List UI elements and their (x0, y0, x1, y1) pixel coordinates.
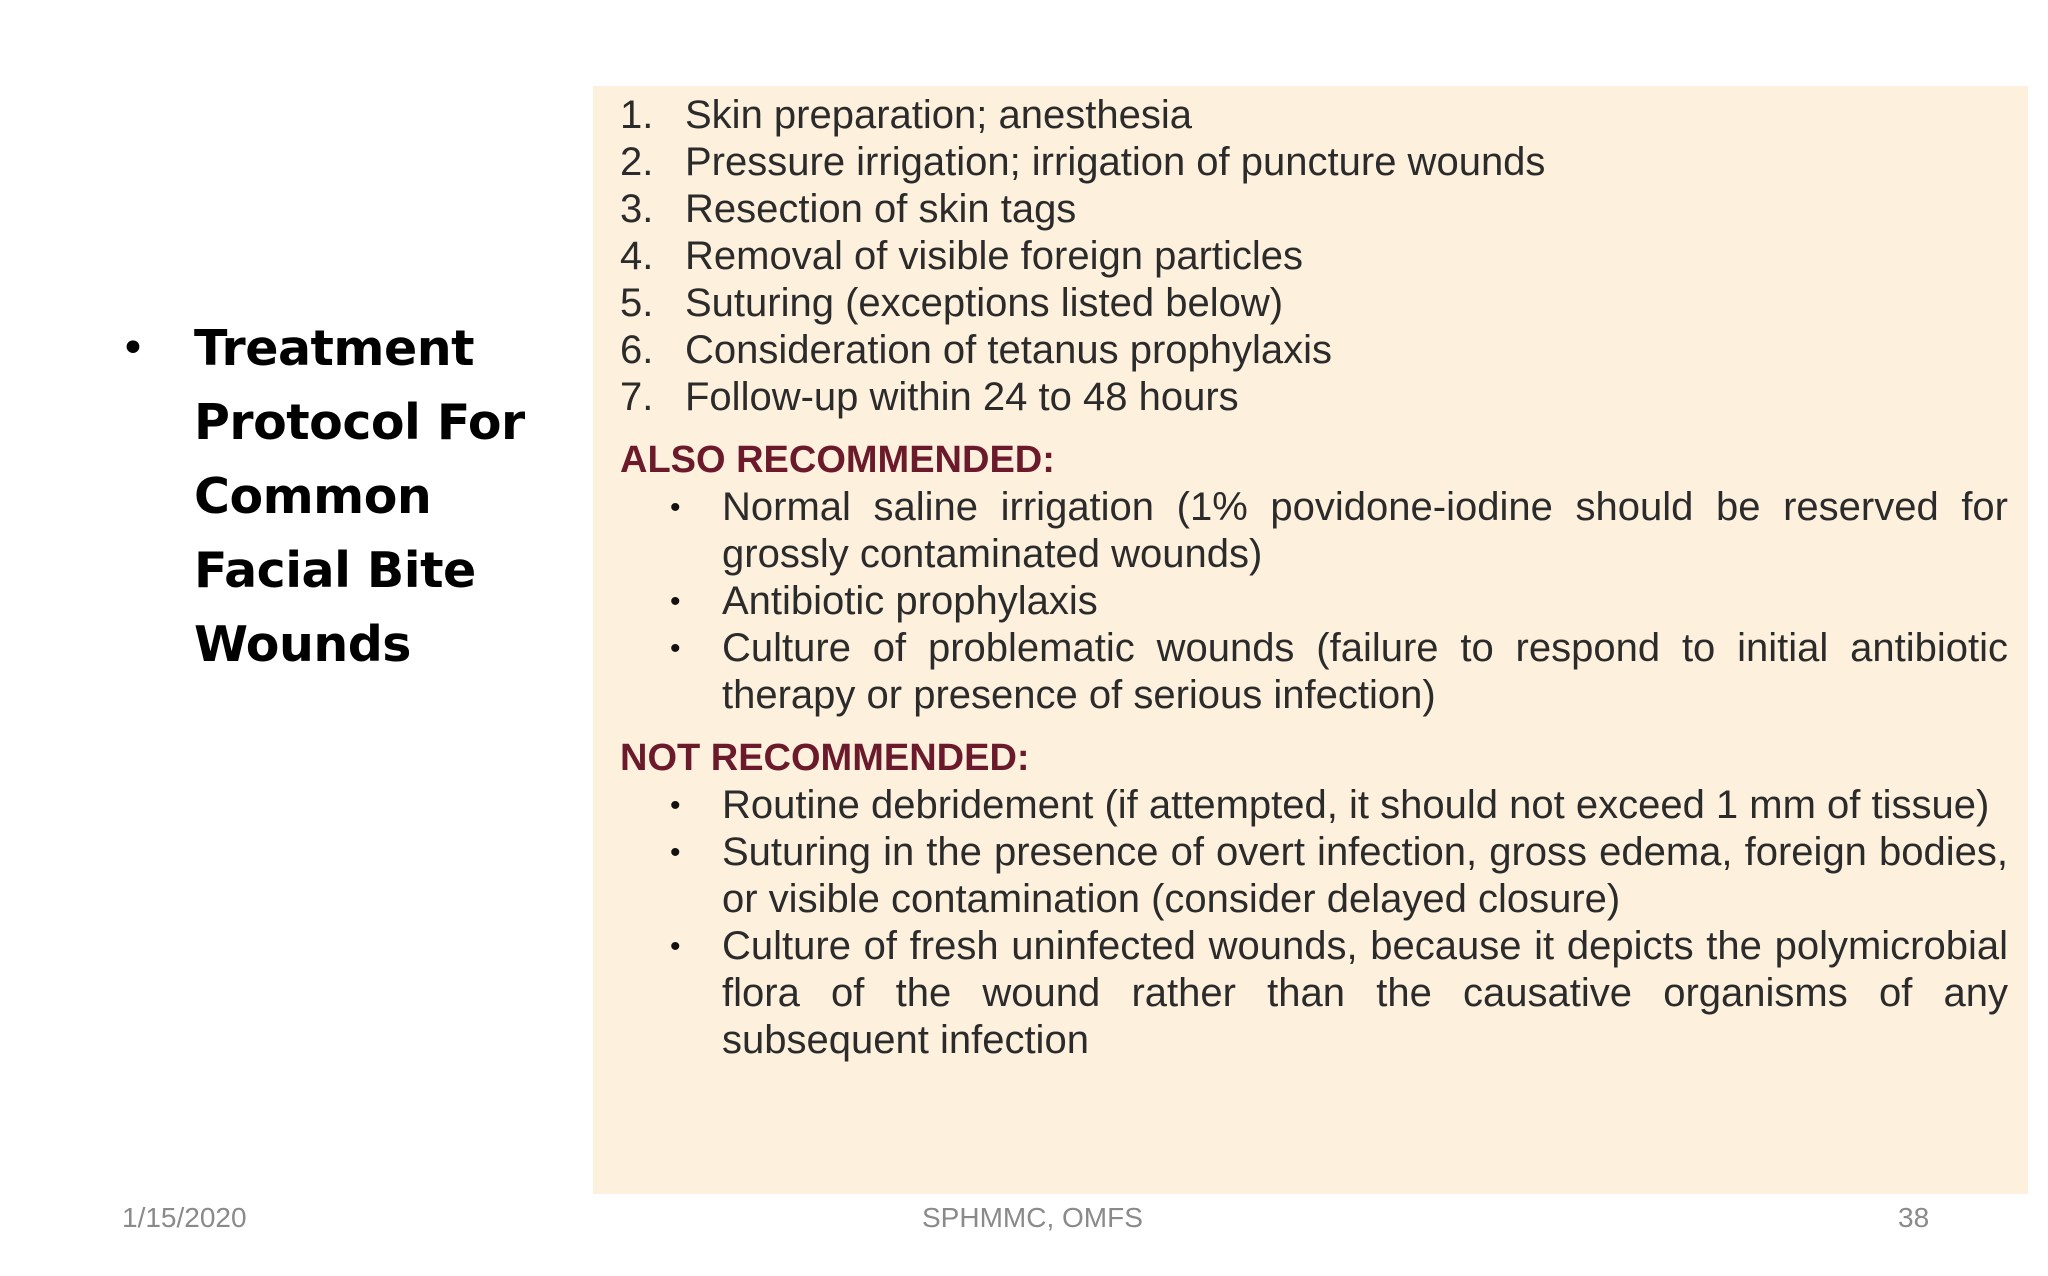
step-text: Suturing (exceptions listed below) (685, 281, 1284, 325)
slide-number: 38 (1898, 1202, 1930, 1233)
step-number: 3. (620, 187, 654, 231)
not-recommended-heading: NOT RECOMMENDED: (620, 737, 1030, 779)
list-item-text: Culture of fresh uninfected wounds, because it depicts the polymicrobial flora of the wound rather than the causative organisms of any subsequent infection (722, 924, 2008, 1062)
bullet-symbol: • (120, 323, 146, 374)
sub-bullet-symbol: • (670, 836, 681, 869)
step-number: 4. (620, 234, 654, 278)
step-text: Pressure irrigation; irrigation of puncture wounds (685, 140, 1546, 184)
list-item (670, 625, 2008, 719)
step-item (620, 374, 2008, 421)
list-item (670, 484, 2008, 578)
protocol-steps (620, 92, 2008, 421)
list-item-text: Normal saline irrigation (1% povidone-iodine should be reserved for grossly contaminated wounds) (722, 485, 2008, 576)
sub-bullet-symbol: • (670, 789, 681, 822)
step-item (620, 186, 2008, 233)
step-item (620, 92, 2008, 139)
step-item (620, 280, 2008, 327)
step-text: Follow-up within 24 to 48 hours (685, 375, 1239, 419)
footer-center-text: SPHMMC, OMFS (922, 1202, 1143, 1233)
list-item (670, 923, 2008, 1064)
sub-bullet-symbol: • (670, 930, 681, 963)
not-recommended-list (620, 782, 2008, 1064)
protocol-panel (593, 86, 2028, 1194)
list-item-text: Suturing in the presence of overt infection, gross edema, foreign bodies, or visible contamination (consider delayed closure) (722, 830, 2008, 921)
step-text: Skin preparation; anesthesia (685, 93, 1192, 137)
bullet-title: Treatment Protocol For Common Facial Bite Wounds (194, 320, 525, 673)
step-number: 1. (620, 93, 654, 137)
list-item (670, 829, 2008, 923)
step-item (620, 233, 2008, 280)
list-item-text: Antibiotic prophylaxis (722, 579, 1098, 623)
main-bullet (120, 312, 590, 682)
step-item (620, 139, 2008, 186)
footer-date: 1/15/2020 (122, 1202, 247, 1233)
step-text: Consideration of tetanus prophylaxis (685, 328, 1333, 372)
step-number: 2. (620, 140, 654, 184)
step-text: Removal of visible foreign particles (685, 234, 1304, 278)
sub-bullet-symbol: • (670, 632, 681, 665)
step-number: 6. (620, 328, 654, 372)
list-item (670, 578, 2008, 625)
step-number: 7. (620, 375, 654, 419)
step-item (620, 327, 2008, 374)
list-item (670, 782, 2008, 829)
list-item-text: Culture of problematic wounds (failure to respond to initial antibiotic therapy or presence of serious infection) (722, 626, 2008, 717)
step-number: 5. (620, 281, 654, 325)
step-text: Resection of skin tags (685, 187, 1077, 231)
list-item-text: Routine debridement (if attempted, it should not exceed 1 mm of tissue) (722, 783, 1990, 827)
also-recommended-list (620, 484, 2008, 719)
also-recommended-heading: ALSO RECOMMENDED: (620, 439, 1055, 481)
sub-bullet-symbol: • (670, 585, 681, 618)
sub-bullet-symbol: • (670, 491, 681, 524)
